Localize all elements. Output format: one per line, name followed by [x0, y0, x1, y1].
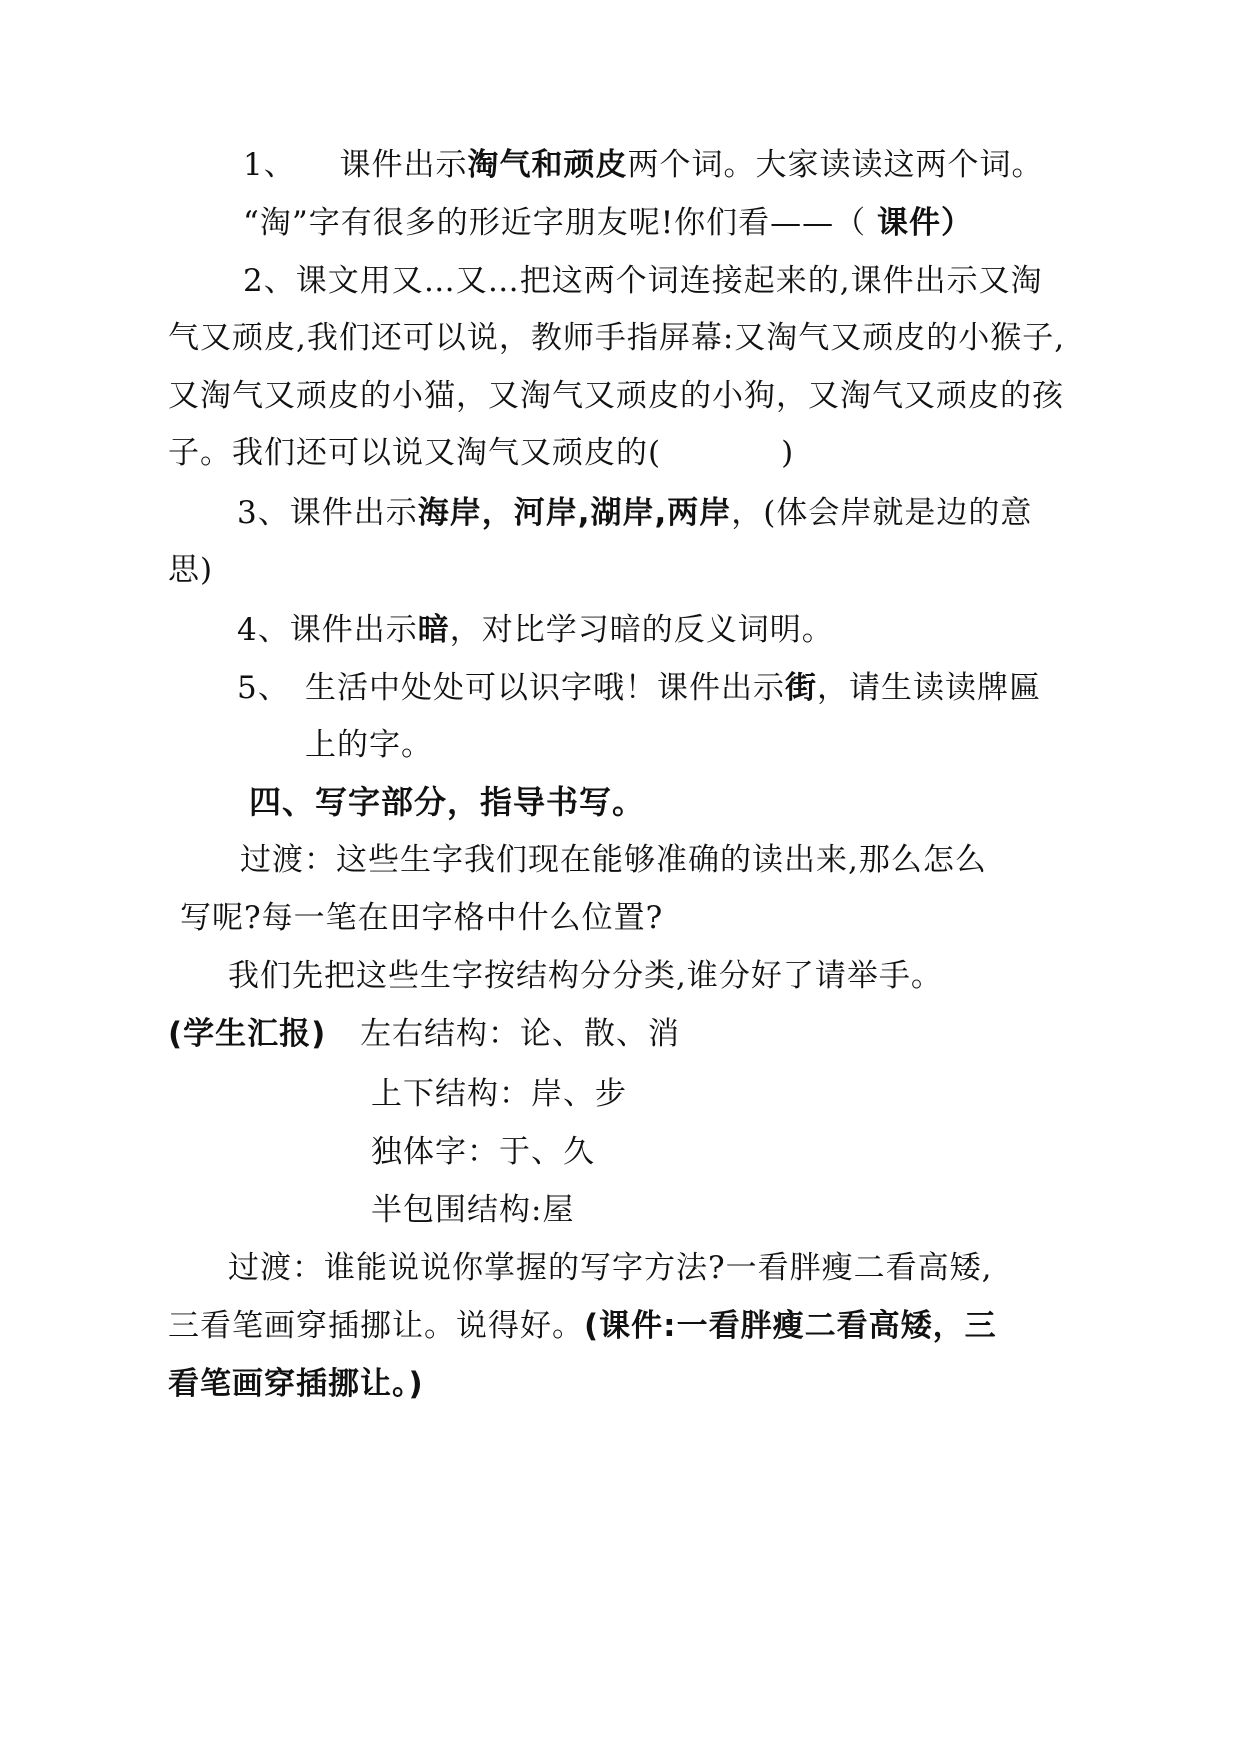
- item-1-line-1: [243, 145, 1043, 185]
- item-5-line-1: [305, 668, 1041, 708]
- item-3-line-1: [237, 493, 1032, 533]
- item-2-line-4-text: 子。我们还可以说又淘气又顽皮的(: [168, 435, 662, 471]
- section-4-heading: 四、写字部分，指导书写。: [249, 783, 646, 821]
- item-5-number: 5、: [237, 670, 290, 706]
- item-1-text: 课件出示: [339, 147, 468, 183]
- item-1-bold-words: 淘气和顽皮: [467, 147, 628, 183]
- item-4-bold-word: 暗: [417, 612, 450, 648]
- section-4-para-2: 我们先把这些生字按结构分分类,谁分好了请举手。: [228, 958, 943, 994]
- section-4-para-3-text: 三看笔画穿插挪让。说得好。: [168, 1308, 584, 1344]
- item-1-number: 1、: [243, 147, 296, 183]
- item-1-text-end: 两个词。大家读读这两个词。: [627, 147, 1044, 183]
- section-4-para-3-line-1: 过渡：谁能说说你掌握的写字方法?一看胖瘦二看高矮,: [228, 1250, 993, 1286]
- section-4-courseware-note: (课件:一看胖瘦二看高矮，三: [584, 1308, 997, 1344]
- student-report-line: [168, 1014, 680, 1054]
- structure-half-enclosed: 半包围结构:屋: [371, 1192, 575, 1228]
- item-1-courseware-label: 课件）: [877, 205, 974, 241]
- item-5-bold-word: 街: [785, 670, 817, 706]
- item-4-text-end: ，对比学习暗的反义词明。: [449, 612, 834, 648]
- structure-single: 独体字：于、久: [371, 1134, 595, 1170]
- item-3-text: 3、课件出示: [237, 495, 418, 531]
- item-2-line-1: 2、课文用又…又…把这两个词连接起来的,课件出示又淘: [243, 263, 1043, 299]
- student-report-label: (学生汇报): [168, 1016, 327, 1052]
- item-1-line-2-text: “淘”字有很多的形近字朋友呢!你们看——（: [243, 205, 867, 241]
- structure-left-right: 左右结构：论、散、消: [360, 1016, 681, 1052]
- item-5-line-2: 上的字。: [305, 727, 433, 763]
- item-2-line-2: 气又顽皮,我们还可以说，教师手指屏幕:又淘气又顽皮的小猴子,: [168, 320, 1066, 356]
- item-4-text: 4、课件出示: [237, 612, 418, 648]
- item-2-line-4: [168, 433, 794, 473]
- structure-top-bottom: 上下结构：岸、步: [371, 1076, 627, 1112]
- item-5-text: 生活中处处可以识字哦！课件出示: [305, 670, 785, 706]
- item-5-text-end: ，请生读读牌匾: [817, 670, 1041, 706]
- section-4-para-3-line-3: 看笔画穿插挪让。): [168, 1366, 424, 1402]
- item-4-line: [237, 610, 834, 650]
- item-3-text-end: ，(体会岸就是边的意: [731, 495, 1033, 531]
- section-4-para-1-line-2: 写呢?每一笔在田字格中什么位置?: [180, 900, 664, 936]
- item-3-bold-words: 海岸，河岸,湖岸,两岸: [417, 495, 732, 531]
- item-1-line-2: [243, 203, 973, 243]
- item-2-line-3: 又淘气又顽皮的小猫，又淘气又顽皮的小狗，又淘气又顽皮的孩: [168, 378, 1064, 414]
- item-3-line-2: 思): [168, 552, 214, 588]
- item-2-blank-close: ): [781, 435, 795, 471]
- section-4-para-3-line-2: [168, 1306, 997, 1346]
- section-4-para-1-line-1: 过渡：这些生字我们现在能够准确的读出来,那么怎么: [240, 842, 987, 878]
